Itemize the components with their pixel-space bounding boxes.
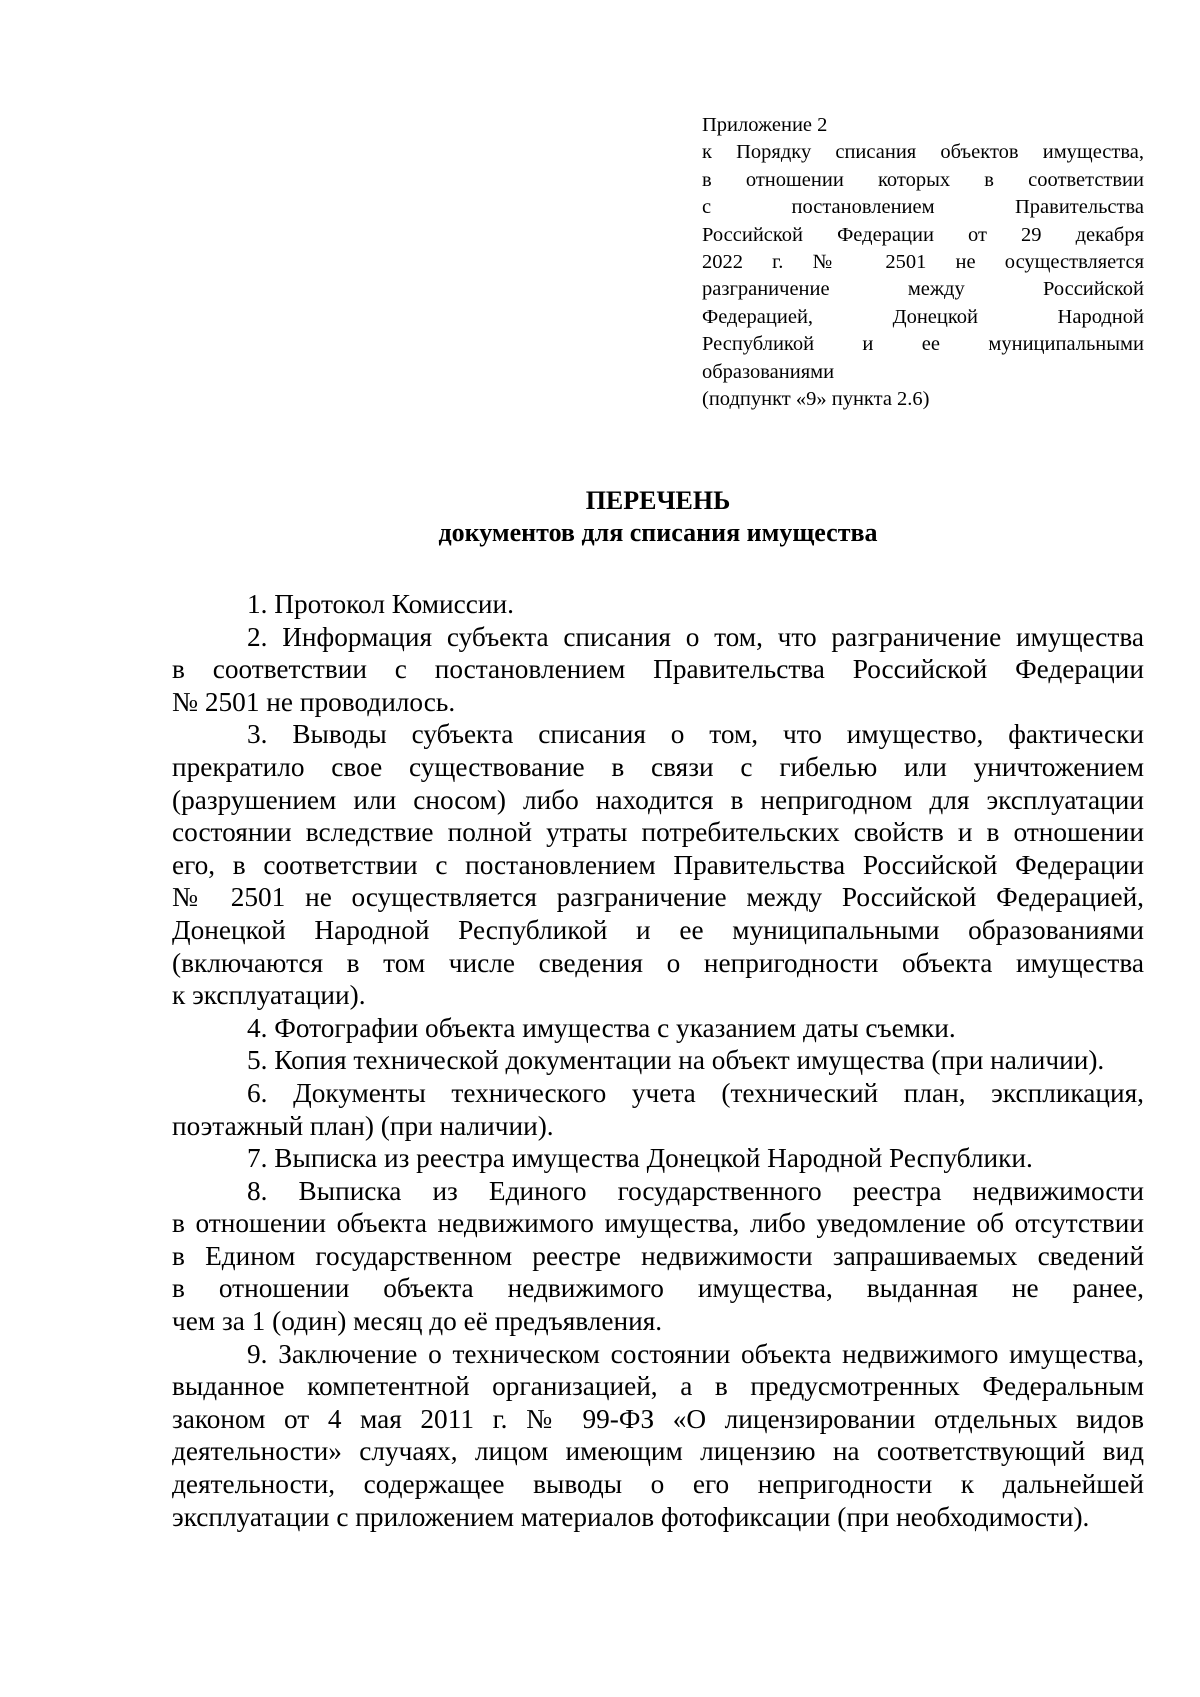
list-item-line: поэтажный план) (при наличии). — [172, 1110, 554, 1141]
appendix-header — [702, 112, 1144, 413]
list-item-line: чем за 1 (один) месяц до её предъявления. — [172, 1306, 663, 1337]
document-subtitle: документов для списания имущества — [438, 518, 878, 547]
list-item-line: к эксплуатации). — [172, 980, 366, 1011]
list-item-line: (включаются в том числе сведения о непригодности объекта имущества — [172, 947, 1144, 978]
list-item-line: выданное компетентной организацией, а в предусмотренных Федеральным — [172, 1371, 1144, 1402]
list-item-line: в отношении объекта недвижимого имущества, либо уведомление об отсутствии — [172, 1208, 1144, 1239]
list-item — [172, 1175, 1144, 1338]
list-item-line: 5. Копия технической документации на объект имущества (при наличии). — [247, 1045, 1105, 1076]
list-item — [172, 621, 1144, 719]
appendix-line: Республикой и ее муниципальными — [702, 333, 1144, 356]
appendix-line: с постановлением Правительства — [702, 196, 1144, 219]
list-item-line: в соответствии с постановлением Правительства Российской Федерации — [172, 654, 1144, 685]
list-item-line: прекратило свое существование в связи с гибелью или уничтожением — [172, 751, 1144, 782]
list-item-line: эксплуатации с приложением материалов фотофиксации (при необходимости). — [172, 1501, 1090, 1532]
list-item-line: состоянии вследствие полной утраты потребительских свойств и в отношении — [172, 817, 1144, 848]
list-item — [172, 1142, 1144, 1175]
appendix-line: Российской Федерации от 29 декабря — [702, 223, 1144, 246]
list-item-line: деятельности, содержащее выводы о его непригодности к дальнейшей — [172, 1469, 1144, 1500]
list-item — [172, 588, 1144, 621]
list-item-line: № 2501 не осуществляется разграничение между Российской Федерацией, — [172, 882, 1144, 913]
list-item — [172, 718, 1144, 1011]
appendix-line: Федерацией, Донецкой Народной — [702, 305, 1144, 328]
list-item-line: 7. Выписка из реестра имущества Донецкой Народной Республики. — [247, 1143, 1033, 1174]
list-item-line: 3. Выводы субъекта списания о том, что имущество, фактически — [247, 719, 1144, 750]
list-item-line: законом от 4 мая 2011 г. № 99-ФЗ «О лицензировании отдельных видов — [172, 1403, 1144, 1434]
document-title: ПЕРЕЧЕНЬ — [585, 486, 731, 515]
list-item-line: 9. Заключение о техническом состоянии объекта недвижимого имущества, — [247, 1338, 1144, 1369]
appendix-line: 2022 г. № 2501 не осуществляется — [702, 251, 1144, 274]
list-item-line: его, в соответствии с постановлением Правительства Российской Федерации — [172, 849, 1144, 880]
list-item — [172, 1044, 1144, 1077]
list-item-line: 1. Протокол Комиссии. — [247, 589, 514, 619]
list-item — [172, 1338, 1144, 1534]
list-item-line: Донецкой Народной Республикой и ее муниципальными образованиями — [172, 914, 1144, 945]
appendix-line: (подпункт «9» пункта 2.6) — [702, 388, 930, 411]
list-item — [172, 1012, 1144, 1045]
list-item-line: в Едином государственном реестре недвижимости запрашиваемых сведений — [172, 1240, 1144, 1271]
list-item-line: № 2501 не проводилось. — [172, 686, 456, 717]
list-item-line: 4. Фотографии объекта имущества с указанием даты съемки. — [247, 1012, 956, 1043]
document-list — [172, 588, 1144, 1533]
list-item-line: 8. Выписка из Единого государственного реестра недвижимости — [247, 1175, 1144, 1206]
list-item-line: (разрушением или сносом) либо находится в непригодном для эксплуатации — [172, 784, 1144, 815]
appendix-line: разграничение между Российской — [702, 278, 1144, 301]
appendix-line: в отношении которых в соответствии — [702, 168, 1144, 191]
list-item — [172, 1077, 1144, 1142]
appendix-line: Приложение 2 — [702, 114, 828, 136]
list-item-line: 6. Документы технического учета (технический план, экспликация, — [247, 1077, 1144, 1108]
list-item-line: деятельности» случаях, лицом имеющим лицензию на соответствующий вид — [172, 1436, 1144, 1467]
appendix-line: образованиями — [702, 360, 835, 383]
list-item-line: в отношении объекта недвижимого имущества, выданная не ранее, — [172, 1273, 1144, 1304]
appendix-line: к Порядку списания объектов имущества, — [702, 141, 1144, 164]
list-item-line: 2. Информация субъекта списания о том, что разграничение имущества — [247, 621, 1144, 652]
